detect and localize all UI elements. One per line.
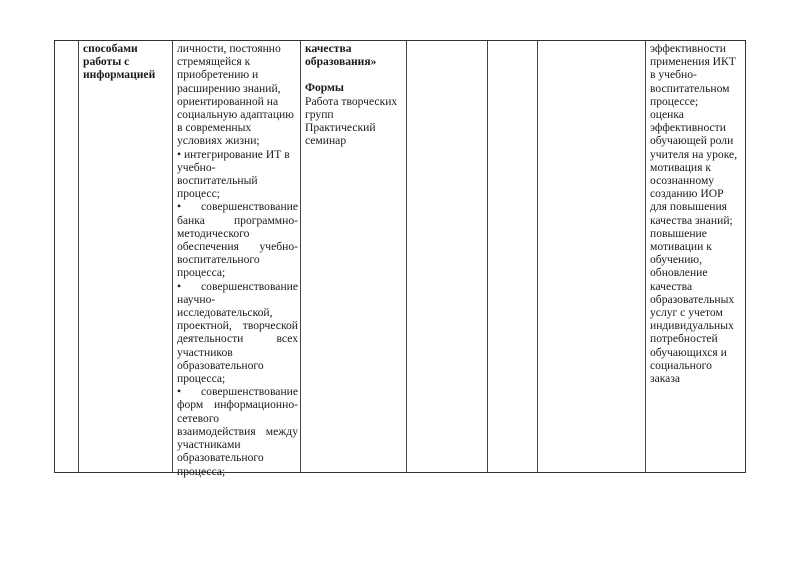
text-line: условиях жизни; bbox=[177, 134, 260, 148]
text-line: процессе; bbox=[650, 94, 699, 108]
word: информационно- bbox=[213, 398, 298, 412]
word: деятельности bbox=[177, 332, 244, 346]
text-line bbox=[177, 200, 298, 213]
text-line: потребностей bbox=[650, 332, 718, 346]
topic-line: качества bbox=[305, 42, 352, 55]
text-line: способами bbox=[83, 42, 138, 55]
word: взаимодействия bbox=[177, 424, 256, 438]
text-line: ориентированной на bbox=[177, 94, 279, 108]
text-line: обучающихся и bbox=[650, 345, 727, 359]
text-line: осознанному bbox=[650, 174, 715, 188]
word: проектной, bbox=[177, 319, 232, 333]
word: всех bbox=[276, 332, 298, 346]
word: • bbox=[177, 279, 182, 293]
text-line: участников bbox=[177, 345, 233, 359]
text-line: воспитательного bbox=[177, 253, 260, 267]
text-line: учителя на уроке, bbox=[650, 147, 738, 161]
text-line: социального bbox=[650, 358, 712, 372]
text-line: воспитательном bbox=[650, 81, 730, 95]
text-line: исследовательской, bbox=[177, 306, 273, 320]
text-line: эффективности bbox=[650, 121, 726, 135]
table-cell-results bbox=[646, 41, 745, 472]
text-line: индивидуальных bbox=[650, 319, 734, 333]
word: совершенствование bbox=[201, 279, 298, 293]
text-line: повышение bbox=[650, 226, 707, 240]
word: между bbox=[265, 424, 298, 438]
text-line bbox=[177, 319, 298, 332]
text-line: в современных bbox=[177, 121, 252, 135]
text-line: образовательного bbox=[177, 358, 264, 372]
table-cell-topic-forms bbox=[301, 41, 407, 472]
table-cell-skill bbox=[79, 41, 173, 472]
text-line: обучению, bbox=[650, 253, 702, 267]
table-cell-tasks bbox=[173, 41, 301, 478]
text-line: учебно- bbox=[177, 160, 216, 174]
word: совершенствование bbox=[201, 200, 298, 214]
text-line: процесса; bbox=[177, 464, 226, 478]
text-line: для повышения bbox=[650, 200, 727, 214]
text-line: эффективности bbox=[650, 42, 726, 55]
text-line: услуг с учетом bbox=[650, 306, 723, 320]
text-line: созданию ИОР bbox=[650, 187, 724, 201]
text-line: информацией bbox=[83, 68, 156, 82]
topic-line: образования» bbox=[305, 55, 377, 69]
form-item: семинар bbox=[305, 134, 347, 148]
word: творческой bbox=[242, 319, 298, 333]
text-line: расширению знаний, bbox=[177, 81, 281, 95]
text-line: участниками bbox=[177, 438, 241, 452]
form-item: групп bbox=[305, 107, 334, 121]
text-line: заказа bbox=[650, 372, 681, 386]
text-line: применения ИКТ bbox=[650, 55, 736, 69]
table-cell-empty-7 bbox=[538, 41, 646, 472]
text-line: обучающей роли bbox=[650, 134, 734, 148]
text-line bbox=[177, 214, 298, 227]
text-line: качества bbox=[650, 279, 693, 293]
document-table bbox=[54, 40, 746, 478]
word: совершенствование bbox=[201, 385, 298, 399]
form-item: Практический bbox=[305, 121, 376, 135]
text-line: обновление bbox=[650, 266, 708, 280]
text-line: сетевого bbox=[177, 411, 220, 425]
text-line: воспитательный bbox=[177, 174, 258, 188]
form-item: Работа творческих bbox=[305, 94, 398, 108]
text-line: оценка bbox=[650, 108, 684, 122]
text-line: стремящейся к bbox=[177, 55, 251, 69]
text-line: процесса; bbox=[177, 372, 226, 386]
forms-heading: Формы bbox=[305, 81, 344, 95]
text-line: образовательного bbox=[177, 451, 264, 465]
text-line: в учебно- bbox=[650, 68, 697, 82]
text-line: методического bbox=[177, 226, 250, 240]
text-line: работы с bbox=[83, 55, 130, 69]
table-cell-empty-5 bbox=[407, 41, 488, 472]
text-line bbox=[177, 398, 298, 411]
text-line: • интегрирование ИТ в bbox=[177, 147, 290, 161]
text-line bbox=[177, 240, 298, 253]
word: • bbox=[177, 200, 182, 214]
text-line: мотивация к bbox=[650, 160, 711, 174]
word: программно- bbox=[233, 213, 298, 227]
text-line bbox=[177, 332, 298, 345]
text-line bbox=[177, 425, 298, 438]
text-line: научно- bbox=[177, 292, 216, 306]
word: • bbox=[177, 385, 182, 399]
text-line: образовательных bbox=[650, 292, 735, 306]
text-line: социальную адаптацию bbox=[177, 108, 294, 122]
text-line bbox=[177, 280, 298, 293]
word: форм bbox=[177, 398, 204, 412]
word: банка bbox=[177, 213, 205, 227]
text-line: процесса; bbox=[177, 266, 226, 280]
text-line: мотивации к bbox=[650, 240, 712, 254]
text-line: качества знаний; bbox=[650, 213, 733, 227]
text-line: процесс; bbox=[177, 187, 220, 201]
word: обеспечения bbox=[177, 240, 239, 254]
table-cell-empty-6 bbox=[488, 41, 538, 472]
text-line bbox=[177, 385, 298, 398]
table-cell-number bbox=[55, 41, 79, 472]
word: учебно- bbox=[259, 240, 298, 254]
text-line: личности, постоянно bbox=[177, 42, 281, 55]
text-line: приобретению и bbox=[177, 68, 259, 82]
